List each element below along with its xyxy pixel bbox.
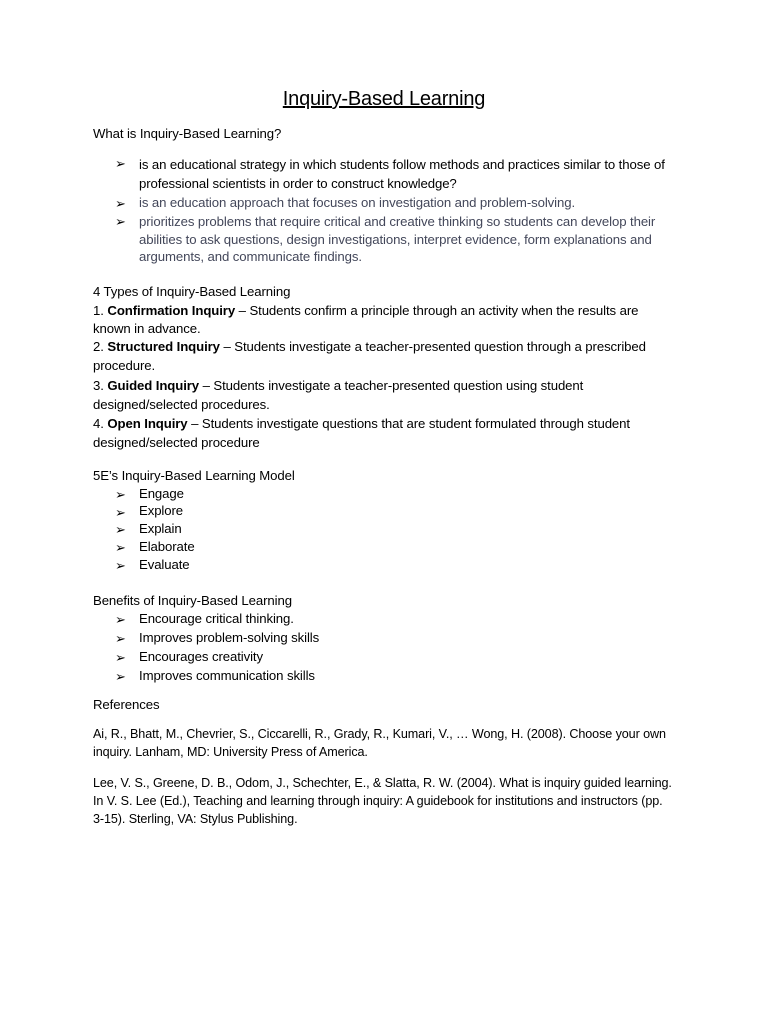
model-item-explain: Explain — [139, 521, 182, 536]
arrow-bullet-icon: ➢ — [115, 196, 126, 211]
model-item-explore: Explore — [139, 503, 184, 518]
arrow-bullet-icon: ➢ — [115, 669, 126, 684]
intro-item-2: is an education approach that focuses on investigation and problem-solving. — [139, 195, 576, 210]
type-item-1 — [93, 302, 678, 337]
type-number: 1. — [93, 303, 104, 318]
type-description: – Students investigate questions that are student formulated through student designed/selected procedure — [93, 416, 630, 450]
arrow-bullet-icon: ➢ — [115, 214, 126, 229]
arrow-bullet-icon: ➢ — [115, 631, 126, 646]
type-item-2 — [93, 337, 653, 375]
intro-heading: What is Inquiry-Based Learning? — [93, 126, 282, 141]
arrow-bullet-icon: ➢ — [115, 156, 126, 171]
intro-item-1: is an educational strategy in which students follow methods and practices similar to those of professional scientists in order to construct knowledge? — [139, 157, 665, 191]
arrow-bullet-icon: ➢ — [115, 650, 126, 665]
arrow-bullet-icon: ➢ — [115, 505, 126, 520]
arrow-bullet-icon: ➢ — [115, 522, 126, 537]
type-number: 2. — [93, 339, 104, 354]
type-name: Open Inquiry — [107, 416, 188, 431]
type-number: 4. — [93, 416, 104, 431]
benefits-heading: Benefits of Inquiry-Based Learning — [93, 593, 292, 608]
benefit-item-4: Improves communication skills — [139, 668, 315, 683]
type-name: Confirmation Inquiry — [107, 303, 236, 318]
benefit-item-1: Encourage critical thinking. — [139, 611, 294, 626]
model-item-engage: Engage — [139, 486, 184, 501]
intro-item-3: prioritizes problems that require critical and creative thinking so students can develop their abilities to ask questions, design investigations, interpret evidence, form explanations and arguments, and communicate findings. — [139, 214, 656, 264]
reference-item-2: Lee, V. S., Greene, D. B., Odom, J., Schechter, E., & Slatta, R. W. (2004). What is inquiry guided learning. In V. S. Lee (Ed.), Teaching and learning through inquiry: A guidebook for institutions and instructors (pp. 3-15). Sterling, VA: Stylus Publishing. — [93, 776, 672, 826]
type-description: – Students investigate a teacher-presented question through a prescribed procedure. — [93, 339, 646, 373]
reference-item-1: Ai, R., Bhatt, M., Chevrier, S., Ciccarelli, R., Grady, R., Kumari, V., … Wong, H. (2008). Choose your own inquiry. Lanham, MD: University Press of America. — [93, 727, 666, 759]
type-name: Guided Inquiry — [107, 378, 200, 393]
type-description: – Students investigate a teacher-presented question using student designed/selected procedures. — [93, 378, 584, 412]
references-heading: References — [93, 697, 160, 712]
document-title: Inquiry-Based Learning — [282, 88, 486, 110]
benefit-item-3: Encourages creativity — [139, 649, 263, 664]
arrow-bullet-icon: ➢ — [115, 540, 126, 555]
arrow-bullet-icon: ➢ — [115, 487, 126, 502]
benefit-item-2: Improves problem-solving skills — [139, 630, 320, 645]
type-number: 3. — [93, 378, 104, 393]
type-item-3 — [93, 376, 653, 414]
type-name: Structured Inquiry — [107, 339, 220, 354]
types-heading: 4 Types of Inquiry-Based Learning — [93, 284, 291, 299]
type-item-4 — [93, 414, 653, 452]
arrow-bullet-icon: ➢ — [115, 558, 126, 573]
arrow-bullet-icon: ➢ — [115, 612, 126, 627]
model-heading: 5E’s Inquiry-Based Learning Model — [93, 468, 295, 483]
type-description: – Students confirm a principle through an activity when the results are known in advance. — [93, 303, 639, 336]
model-item-elaborate: Elaborate — [139, 539, 195, 554]
model-item-evaluate: Evaluate — [139, 557, 190, 572]
